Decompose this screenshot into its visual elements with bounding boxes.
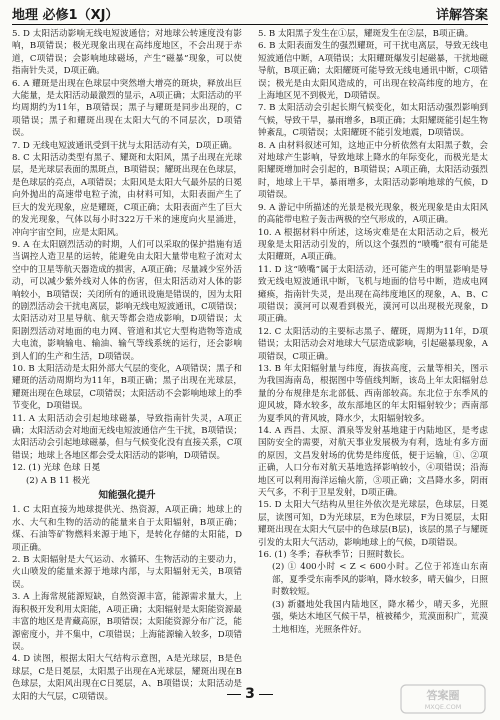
- answer-paragraph: 12. C 太阳活动的主要标志黑子、耀斑，周期为11年，D项错误；太阳活动会对地球大气层造成影响，引起磁暴现象，A项错误，C项正确。: [258, 326, 488, 362]
- page-header: [12, 4, 488, 24]
- answer-paragraph: 14. A 西昌、太原、酒泉等发射基地建于内陆地区，是考虑国防安全的需要，对航天事业发展极为有利，选址有多方面的原因，文昌发射场的优势是纬度低，便于运输，①、②项正确，人口分布对航天基地选择影响较小，④项错误；沿海地区可以利用海洋运输火箭，③项正确；文昌降水多，阴雨天气多，不利于卫星发射，D项正确。: [258, 426, 488, 499]
- watermark-url: MXQE.COM: [424, 703, 462, 711]
- footer-dash: [227, 694, 241, 695]
- answer-paragraph: 6. A 耀斑是出现在色球层中突然增大增亮的斑块，释放出巨大能量，是太阳活动最激烈的显示，A项正确；太阳活动的平均周期约为11年，B项错误；黑子与耀斑是同步出现的，C项错误；黑子和耀斑出现在太阳大气的不同层次，D项错误。: [12, 78, 242, 139]
- answer-paragraph: 6. B 太阳表面发生的强烈耀斑，可干扰电离层，导致无线电短波通信中断，A项错误；太阳耀斑爆发引起磁暴，干扰地磁导航，B项正确；太阳耀斑可能导致无线电通讯中断，C项错误；极光是由太阳风造成的，可出现在较高纬度的地方，在上海地区见不到极光，D项错误。: [258, 41, 488, 102]
- answer-paragraph: (2) A B 11 极光: [26, 475, 90, 486]
- answer-paragraph: (3) 新疆地处我国内陆地区，降水稀少，晴天多，光照强，柴达木地区气候干旱，植被稀少，荒漠面积广，荒漠土地相连，光照条件好。: [272, 599, 488, 635]
- answer-paragraph: 1. C 太阳直接为地球提供光、热资源，A项正确；地球上的水、大气和生物的活动的能量来自于太阳辐射，B项正确；煤、石油等矿物燃料来源于地下，是转化存储的太阳能，D项正确。: [12, 505, 242, 553]
- footer-dash: [259, 694, 273, 695]
- header-title: 详解答案: [435, 8, 488, 23]
- answer-paragraph: 10. A 根据材料中所述，这场灾难是在太阳活动之后，极光现象是太阳活动引发的，所以这个强烈的“喷嘴”很有可能是太阳耀斑，A项正确。: [258, 227, 488, 263]
- answer-paragraph: 7. D 无线电短波通讯受到干扰与太阳活动有关，D项正确。: [12, 140, 238, 151]
- header-rule: [12, 24, 488, 25]
- answer-paragraph: 8. A 由材料叙述可知，这地正中分析依然有太阳黑子数，会对地球产生影响，导致地球上降水的年际变化，而极光是太阳耀斑增加时会引起的，B项错误；A项正确，太阳活动强烈时，地球上干旱，暴雨增多，太阳活动影响地球的气候，D项错误。: [258, 140, 488, 201]
- watermark-text: 答案圈: [426, 689, 460, 702]
- answer-paragraph: 3. A 上海常规能源短缺，自然资源丰富，能源需求量大，上海积极开发利用太阳能，A项正确；太阳辐射是太阳能资源最丰富的地区是青藏高原，B项错误；太阳能资源分布广泛，能源密度小，并不集中，C项错误；上海能源输入较多，D项错误。: [12, 592, 242, 652]
- answer-paragraph: 13. B 年太阳辐射量与纬度，海拔高度，云量等相关，图示为我国海南岛，根据图中等值线判断，该岛上年太阳辐射总量的分布规律是东北部低、西南部较高。东北位于东季风的迎风坡，降水较多，故东部地区的年太阳辐射较少；西南部为夏季风的背风坡，降水少，太阳辐射较多。: [258, 363, 488, 424]
- answer-paragraph: 7. B 太阳活动会引起长期气候变化，如太阳活动强烈影响到气候，导致干旱，暴雨增多，B项正确；太阳耀斑能引起生物钟紊乱，C项错误；太阳耀斑不能引发地震，D项错误。: [258, 103, 488, 139]
- section-title: 知能强化提升: [98, 490, 156, 502]
- answer-paragraph: 11. D 这“喷嘴”属于太阳活动，还可能产生的明显影响是导致无线电短波通讯中断，飞机与地面的信号中断，造成电网瘫痪，指南针失灵，是出现在高纬度地区的现象，A、B、C项错误；漠河可以观看到极光，漠河可以出现极光现象，D项正确。: [258, 264, 488, 325]
- answer-paragraph: (2) ① 400小时 < Z < 600小时。乙位于祁连山东南部，夏季受东南季风的影响，降水较多，晴天偏少，日照时数较短。: [272, 562, 488, 598]
- right-column: [258, 28, 488, 680]
- header-subject: 地理 必修1（XJ）: [12, 8, 119, 23]
- answer-paragraph: 5. B 太阳黑子发生在①层，耀斑发生在②层，B项正确。: [258, 29, 474, 39]
- watermark-logo: [400, 684, 486, 714]
- answer-paragraph: 8. C 太阳活动类型有黑子、耀斑和太阳风，黑子出现在光球层，是光球层表面的黑斑点，B项错误；耀斑出现在色球层，是色球层的亮点，A项错误；太阳风是太阳大气最外层的日冕向外抛出的高速带电粒子流，由材料可知，太阳表面产生了巨大的发光现象，应是耀斑，C项正确；太阳表面产生了巨大的发光现象，气体以每小时322万千米的速度向火星涌进，冲向宇宙空间，应是太阳风。: [12, 153, 243, 238]
- left-column: [12, 28, 243, 702]
- answer-paragraph: 9. A 在太阳剧烈活动的时期，人们可以采取的保护措施有适当调控人造卫星的运转，能避免由太阳大量带电粒子流对太空中的卫星等航天器造成的损害，A项正确；尽量减少室外活动，可以减少紫外线对人体的伤害，但太阳活动对人体的影响较小，B项错误；关闭所有的通讯设施是错误的，因为太阳的剧烈活动会干扰电离层，影响无线电短波通讯，C项错误；太阳活动对卫星导航、航天等都会造成影响，D项错误；太阳剧烈活动对地面的电力网、管道和其它大型构造物等造成大电流，影响输电、输油、输气等线系统的运行，还会影响到人们的生产和生活，D项错误。: [12, 239, 243, 362]
- answer-paragraph: 16. (1) 冬季；春秋季节；日照时数长。: [258, 550, 410, 561]
- answer-paragraph: 5. D 太阳活动影响无线电短波通信；对地球公转速度没有影响，B项错误；极光现象出现在高纬度地区，不会出现于赤道，C项错误；会影响地球磁场，产生“磁暴”现象，可以使指南针失灵，D项正确。: [12, 29, 242, 77]
- answer-paragraph: 15. D 太阳大气结构从里往外依次是光球层，色球层，日冕层，读图可知，D为光球层，E为色球层，F为日冕层，太阳耀斑出现在太阳大气层中的色球层(B层)，该层的黑子与耀斑引发的太阳大气活动，影响地球上的气候，D项错误。: [258, 500, 488, 548]
- answer-paragraph: 10. B 太阳活动是太阳外部大气层的变化，A项错误；黑子和耀斑的活动周期均为11年，B项正确；黑子出现在光球层，耀斑出现在色球层，C项错误；太阳活动不会影响地球上的季节变化，D项错误。: [12, 363, 243, 412]
- answer-paragraph: 2. B 太阳辐射是大气运动、水循环、生物活动的主要动力，火山喷发的能量来源于地球内部，与太阳辐射无关，B项错误。: [12, 555, 242, 590]
- answer-paragraph: 12. (1) 光球 色球 日冕: [12, 463, 101, 474]
- answer-paragraph: 4. D 读图，根据太阳大气结构示意图，A是光球层，B是色球层，C是日冕层，太阳黑子出现在A光球层，耀斑出现在B色球层，太阳风出现在C日冕层，A、B项错误；太阳活动是太阳的大气层，C项错误。: [12, 654, 242, 702]
- page-number: 3: [245, 686, 255, 702]
- answer-paragraph: 11. A 太阳活动会引起地球磁暴，导致指南针失灵，A项正确；太阳活动会对地面无线电短波通信产生干扰，B项错误；太阳活动会引起地球磁暴，但与气候变化没有直接关系，C项错误；地球上各地区都会受太阳活动的影响，D项错误。: [12, 413, 243, 461]
- answer-paragraph: 9. A 游记中所描述的光景是极光现象，极光现象是由太阳风的高能带电粒子轰击两极的空气形成的，A项正确。: [258, 202, 488, 226]
